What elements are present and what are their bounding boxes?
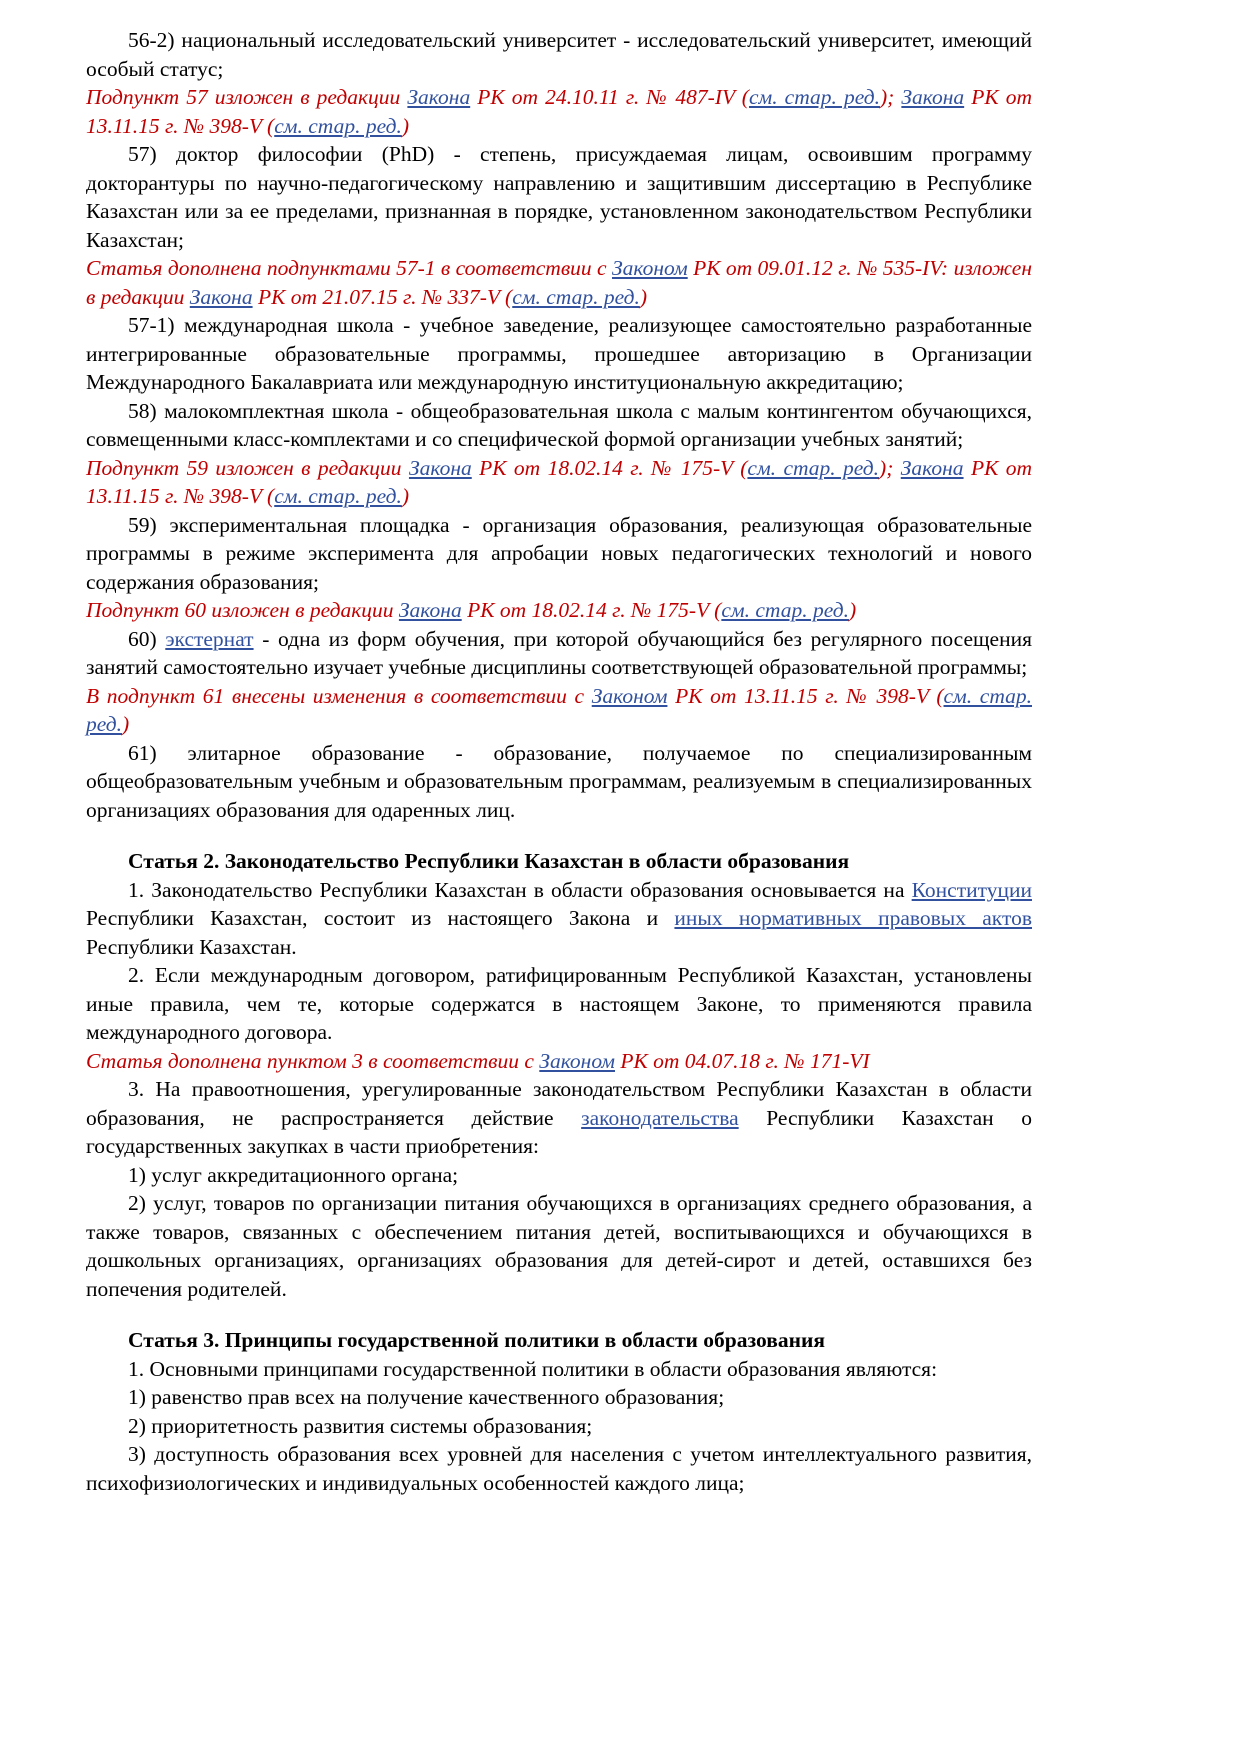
text-run: 60) [128, 626, 166, 651]
hyperlink[interactable]: законодательства [581, 1105, 739, 1130]
paragraph [86, 1383, 1032, 1412]
text-run: 61) элитарное образование - образование, получаемое по специализированным общеобразовательным учебным и образовательным программам, реализуемым в специализированных организациях образования для одаренных лиц. [86, 740, 1032, 822]
paragraph [86, 140, 1032, 254]
text-run: Подпункт 57 изложен в редакции [86, 85, 408, 109]
text-run: РК от 09.01.12 г. № 535-IV: изложен в редакции [86, 256, 1032, 309]
paragraph [86, 26, 1032, 83]
paragraph [86, 1440, 1032, 1497]
paragraph [86, 1355, 1032, 1384]
hyperlink[interactable]: Закона [900, 455, 964, 480]
text-run: 1) услуг аккредитационного органа; [128, 1162, 459, 1187]
text-run: ); [879, 455, 901, 480]
hyperlink[interactable]: Закона [407, 85, 471, 109]
hyperlink[interactable]: см. стар. ред. [274, 484, 402, 508]
text-run: РК от 13.11.15 г. № 398-V ( [86, 455, 1033, 508]
text-run: ) [401, 113, 410, 138]
amendment-note [86, 254, 1032, 311]
paragraph [86, 1412, 1032, 1441]
text-run: 2) приоритетность развития системы образования; [128, 1413, 593, 1438]
paragraph [86, 739, 1032, 825]
hyperlink[interactable]: см. стар. ред. [512, 284, 640, 309]
text-run: 1. Законодательство Республики Казахстан в области образования основывается на [128, 877, 912, 902]
text-run: РК от 21.07.15 г. № 337-V ( [252, 284, 513, 309]
text-run: 2) услуг, товаров по организации питания обучающихся в организациях среднего образования, а также товаров, связанных с обеспечением питания детей, воспитывающихся и обучающихся в дошкольных организациях, организациях образования для детей-сирот и детей, оставшихся без попечения родителей. [86, 1191, 1032, 1301]
text-run: В подпункт 61 внесены изменения в соответствии с [86, 683, 592, 708]
text-run: РК от 24.10.11 г. № 487-IV ( [470, 85, 749, 109]
text-run: ) [848, 598, 857, 622]
paragraph [86, 1189, 1032, 1303]
text-run: Статья 2. Законодательство Республики Казахстан в области образования [128, 849, 850, 873]
article-heading [86, 1326, 1032, 1355]
hyperlink[interactable]: Законом [591, 683, 668, 708]
text-run: Статья 3. Принципы государственной политики в области образования [128, 1328, 825, 1352]
text-run: Республики Казахстан. [86, 934, 297, 959]
hyperlink[interactable]: см. стар. ред. [747, 455, 880, 480]
text-run: ) [401, 484, 410, 508]
text-run: РК от 13.11.15 г. № 398-V ( [86, 85, 1032, 138]
amendment-note [86, 596, 1032, 625]
text-run: 3) доступность образования всех уровней для населения с учетом интеллектуального развития, психофизиологических и индивидуальных особенностей каждого лица; [86, 1442, 1032, 1495]
text-run: 1. Основными принципами государственной политики в области образования являются: [128, 1356, 938, 1381]
hyperlink[interactable]: Закона [398, 598, 462, 622]
paragraph [86, 625, 1032, 682]
text-run: ) [122, 712, 130, 736]
text-run: 56-2) национальный исследовательский университет - исследовательский университет, имеющий особый статус; [86, 28, 1032, 81]
hyperlink[interactable]: см. стар. ред. [721, 598, 849, 622]
paragraph [86, 1161, 1032, 1190]
text-run: РК от 18.02.14 г. № 175-V ( [461, 598, 722, 622]
paragraph [86, 311, 1032, 397]
amendment-note [86, 454, 1032, 511]
text-run: 57) доктор философии (PhD) - степень, присуждаемая лицам, освоившим программу докторантуры по научно-педагогическому направлению и защитившим диссертацию в Республике Казахстан или за ее пределами, признанная в порядке, установленном законодательством Республики Казахстан; [86, 142, 1032, 252]
amendment-note [86, 1047, 1032, 1076]
hyperlink[interactable]: см. стар. ред. [748, 85, 880, 109]
article-heading [86, 847, 1032, 876]
hyperlink[interactable]: см. стар. ред. [86, 683, 1032, 736]
text-run: Подпункт 59 изложен в редакции [86, 455, 409, 480]
amendment-note [86, 83, 1032, 140]
text-run: ) [639, 284, 648, 309]
document-body [86, 26, 1032, 1497]
text-run: 59) экспериментальная площадка - организация образования, реализующая образовательные программы в режиме эксперимента для апробации новых педагогических технологий и нового содержания образования; [86, 512, 1032, 594]
paragraph [86, 1075, 1032, 1161]
text-run: 1) равенство прав всех на получение качественного образования; [128, 1385, 725, 1409]
hyperlink[interactable]: см. стар. ред. [274, 113, 402, 138]
text-run: 3. На правоотношения, урегулированные законодательством Республики Казахстан в области образования, не распространяется действие [86, 1077, 1032, 1130]
text-run: Подпункт 60 изложен в редакции [86, 598, 399, 622]
paragraph [86, 961, 1032, 1047]
text-run: Статья дополнена пунктом 3 в соответствии с [86, 1048, 540, 1073]
hyperlink[interactable]: Закона [901, 85, 965, 109]
paragraph [86, 397, 1032, 454]
hyperlink[interactable]: Законом [612, 256, 688, 280]
hyperlink[interactable]: экстернат [165, 626, 254, 651]
text-run: - одна из форм обучения, при которой обучающийся без регулярного посещения занятий самостоятельно изучает учебные дисциплины соответствующей образовательной программы; [86, 626, 1032, 679]
hyperlink[interactable]: иных нормативных правовых актов [674, 906, 1032, 930]
hyperlink[interactable]: Закона [408, 455, 472, 480]
text-run: 2. Если международным договором, ратифицированным Республикой Казахстан, установлены иные правила, чем те, которые содержатся в настоящем Законе, то применяются правила международного договора. [86, 963, 1032, 1044]
text-run: 57-1) международная школа - учебное заведение, реализующее самостоятельно разработанные интегрированные образовательные программы, прошедшее авторизацию в Организации Международного Бакалавриата или международную институциональную аккредитацию; [86, 313, 1032, 394]
text-run: Статья дополнена подпунктами 57-1 в соответствии с [86, 256, 612, 280]
text-run: ); [879, 85, 902, 109]
paragraph [86, 876, 1032, 962]
text-run: РК от 18.02.14 г. № 175-V ( [471, 455, 748, 480]
text-run: РК от 13.11.15 г. № 398-V ( [667, 683, 944, 708]
text-run: РК от 04.07.18 г. № 171-VI [615, 1048, 870, 1073]
text-run: 58) малокомплектная школа - общеобразовательная школа с малым контингентом обучающихся, совмещенными класс-комплектами и со специфической формой организации учебных занятий; [86, 398, 1032, 451]
hyperlink[interactable]: Закона [189, 284, 253, 309]
paragraph [86, 511, 1032, 597]
text-run: Республики Казахстан о государственных закупках в части приобретения: [86, 1105, 1033, 1158]
amendment-note [86, 682, 1032, 739]
hyperlink[interactable]: Конституции [911, 877, 1032, 902]
text-run: Республики Казахстан, состоит из настоящего Закона и [86, 906, 675, 930]
hyperlink[interactable]: Законом [539, 1048, 615, 1073]
